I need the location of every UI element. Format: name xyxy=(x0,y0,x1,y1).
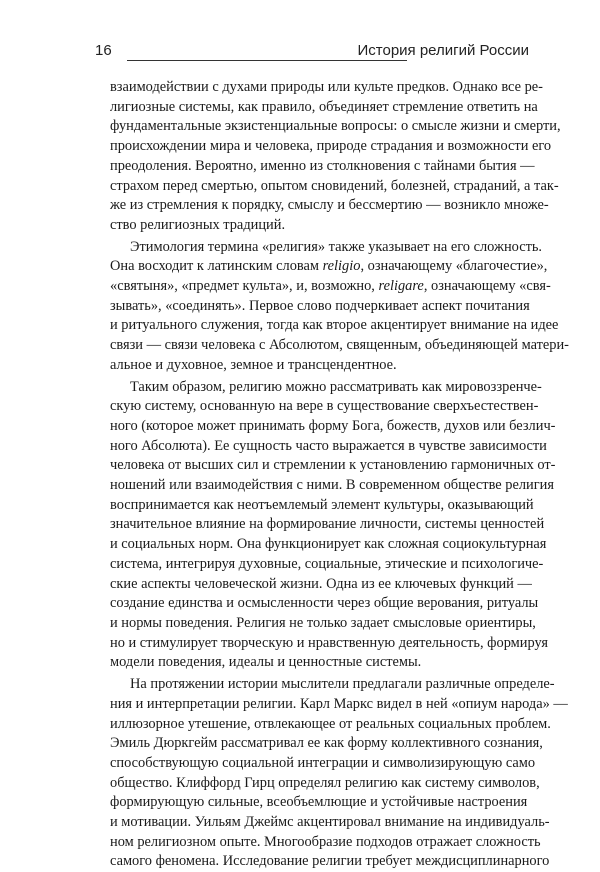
text-line: скую систему, основанную на вере в существование сверхъестествен- xyxy=(110,398,539,415)
text-line: ном религиозном опыте. Многообразие подходов отражает сложность xyxy=(110,833,541,850)
paragraph xyxy=(110,675,568,872)
text-line: ские аспекты человеческой жизни. Одна из ее ключевых функций — xyxy=(110,575,532,592)
text-line: фундаментальные экзистенциальные вопросы: о смысле жизни и смерти, xyxy=(110,118,561,135)
text-line: лигиозные системы, как правило, объединяет стремление ответить на xyxy=(110,98,538,115)
text-line: ношений или взаимодействия с ними. В современном обществе религия xyxy=(110,477,554,494)
text-line: Эмиль Дюркгейм рассматривал ее как форму коллективного сознания, xyxy=(110,735,543,752)
text-line: Этимология термина «религия» также указывает на его сложность. xyxy=(130,238,543,255)
text-line: способствующую социальной интеграции и символизирующую само xyxy=(110,754,536,771)
text-line: самого феномена. Исследование религии требует междисциплинарного xyxy=(110,853,550,870)
latin-term: religio xyxy=(322,258,361,275)
text-line: и социальных норм. Она функционирует как сложная социокультурная xyxy=(110,536,547,553)
text-line: взаимодействии с духами природы или культе предков. Однако все ре- xyxy=(110,79,543,95)
paragraph xyxy=(110,238,569,376)
text-line: создание единства и осмысленности через общие верования, ритуалы xyxy=(110,595,539,612)
running-header-title: История религий России xyxy=(357,42,529,59)
text-line: общество. Клиффорд Гирц определял религию как систему символов, xyxy=(110,774,540,791)
text-line: но и стимулирует творческую и нравственную деятельность, формируя xyxy=(110,634,548,651)
text-line: ство религиозных традиций. xyxy=(110,216,286,233)
text-line: модели поведения, идеалы и ценностные системы. xyxy=(110,654,422,671)
text-line: ного Абсолюта). Ее сущность часто выражается в чувстве зависимости xyxy=(110,437,547,454)
text-line: воспринимается как неотъемлемый элемент культуры, оказывающий xyxy=(110,496,534,513)
text-line: Она восходит к латинским словам religio, означающему «благочестие», xyxy=(110,258,548,275)
text-line: страхом перед смертью, опытом сновидений, болезней, страданий, а так- xyxy=(110,177,559,194)
text-line: зывать», «соединять». Первое слово подчеркивает аспект почитания xyxy=(110,297,530,314)
text-line: формирующую сильные, всеобъемлющие и устойчивые настроения xyxy=(110,794,528,811)
running-header xyxy=(95,40,529,70)
text-line: и мотивации. Уильям Джеймс акцентировал внимание на индивидуаль- xyxy=(110,814,550,831)
text-line: и ритуального служения, тогда как второе акцентирует внимание на идее xyxy=(110,317,559,334)
text-line: преодоления. Вероятно, именно из столкновения с тайнами бытия — xyxy=(110,157,535,174)
text-line: альное и духовное, земное и трансцендентное. xyxy=(110,356,397,373)
page-number: 16 xyxy=(95,42,112,59)
text-line: «святыня», «предмет культа», и, возможно, religare, означающему «свя- xyxy=(110,278,551,295)
text-line: значительное влияние на формирование личности, системы ценностей xyxy=(110,516,545,533)
text-line: иллюзорное утешение, отвлекающее от реальных социальных проблем. xyxy=(110,715,551,732)
text-line: ного (которое может принимать форму Бога, божеств, духов или безлич- xyxy=(110,417,556,434)
text-line: происхождении мира и человека, природе страдания и возможности его xyxy=(110,138,552,155)
paragraph xyxy=(110,78,561,236)
header-rule xyxy=(127,60,407,61)
text-line: связи — связи человека с Абсолютом, священным, объединяющей матери- xyxy=(110,337,569,354)
text-line: Таким образом, религию можно рассматривать как мировоззренче- xyxy=(130,378,542,395)
body-text xyxy=(110,78,569,872)
paragraph xyxy=(110,378,556,674)
latin-term: religare xyxy=(378,278,424,295)
text-line: человека от высших сил и стремлении к установлению гармоничных от- xyxy=(110,457,556,474)
text-line: же из стремления к порядку, смыслу и бессмертию — возникло множе- xyxy=(110,197,549,214)
text-line: и нормы поведения. Религия не только задает смысловые ориентиры, xyxy=(110,614,536,631)
text-line: ния и интерпретации религии. Карл Маркс видел в ней «опиум народа» — xyxy=(110,695,568,712)
text-line: На протяжении истории мыслители предлагали различные определе- xyxy=(130,676,555,693)
text-line: система, интегрируя духовные, социальные, этические и психологиче- xyxy=(110,555,544,572)
